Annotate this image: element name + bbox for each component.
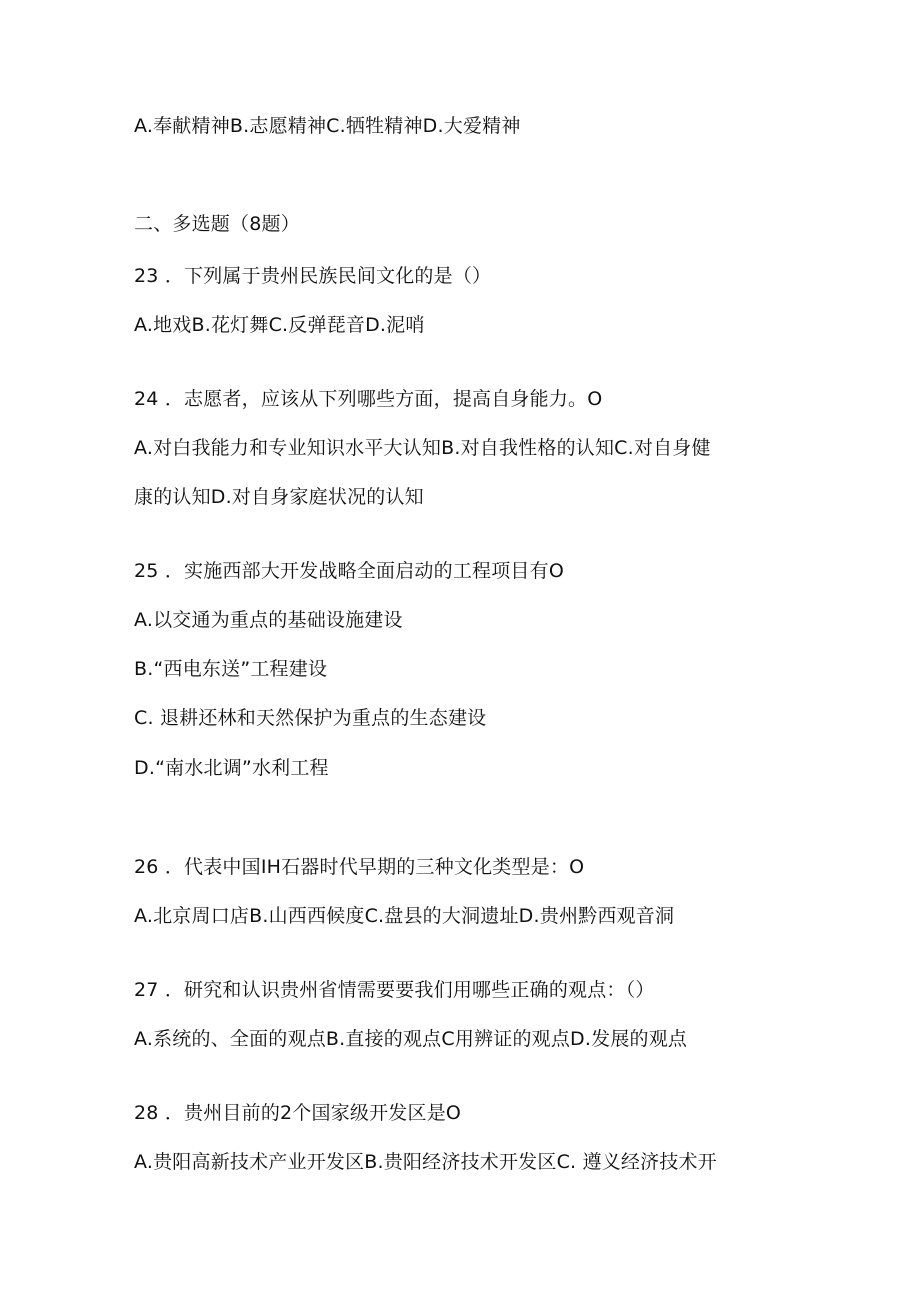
q28-options: A.贵阳高新技术产业开发区B.贵阳经济技术开发区C. 遵义经济技术开 bbox=[134, 1151, 717, 1173]
q24-options-line2: 康的认知D.对自身家庭状况的认知 bbox=[134, 486, 424, 508]
section-heading-multiple-choice: 二、多选题（8题） bbox=[134, 213, 300, 235]
q25-option-c: C. 退耕还林和天然保护为重点的生态建设 bbox=[134, 707, 487, 729]
q27-options: A.系统的、全面的观点B.直接的观点C用辨证的观点D.发展的观点 bbox=[134, 1028, 688, 1050]
q25-option-b: B.“西电东送”工程建设 bbox=[134, 658, 328, 680]
q22-options: A.奉献精神B.志愿精神C.牺牲精神D.大爱精神 bbox=[134, 115, 521, 137]
q24-options-line1: A.对白我能力和专业知识水平大认知B.对自我性格的认知C.对自身健 bbox=[134, 437, 711, 459]
q26-options: A.北京周口店B.山西西候度C.盘县的大洞遗址D.贵州黔西观音洞 bbox=[134, 905, 675, 927]
q27-question: 27 ．研究和认识贵州省情需要要我们用哪些正确的观点：（） bbox=[134, 979, 655, 1001]
q25-question: 25 ．实施西部大开发战略全面启动的工程项目有O bbox=[134, 560, 564, 582]
q28-question: 28 ．贵州目前的2个国家级开发区是O bbox=[134, 1102, 462, 1124]
q25-option-a: A.以交通为重点的基础设施建设 bbox=[134, 609, 403, 631]
q23-question: 23 ．下列属于贵州民族民间文化的是（） bbox=[134, 265, 492, 287]
q25-option-d: D.“南水北调”水利工程 bbox=[134, 757, 329, 779]
q24-question: 24 ．志愿者，应该从下列哪些方面，提高自身能力。O bbox=[134, 388, 603, 410]
q23-options: A.地戏B.花灯舞C.反弹琵音D.泥哨 bbox=[134, 314, 425, 336]
q26-question: 26 ．代表中国IH石器时代早期的三种文化类型是：O bbox=[134, 856, 585, 878]
